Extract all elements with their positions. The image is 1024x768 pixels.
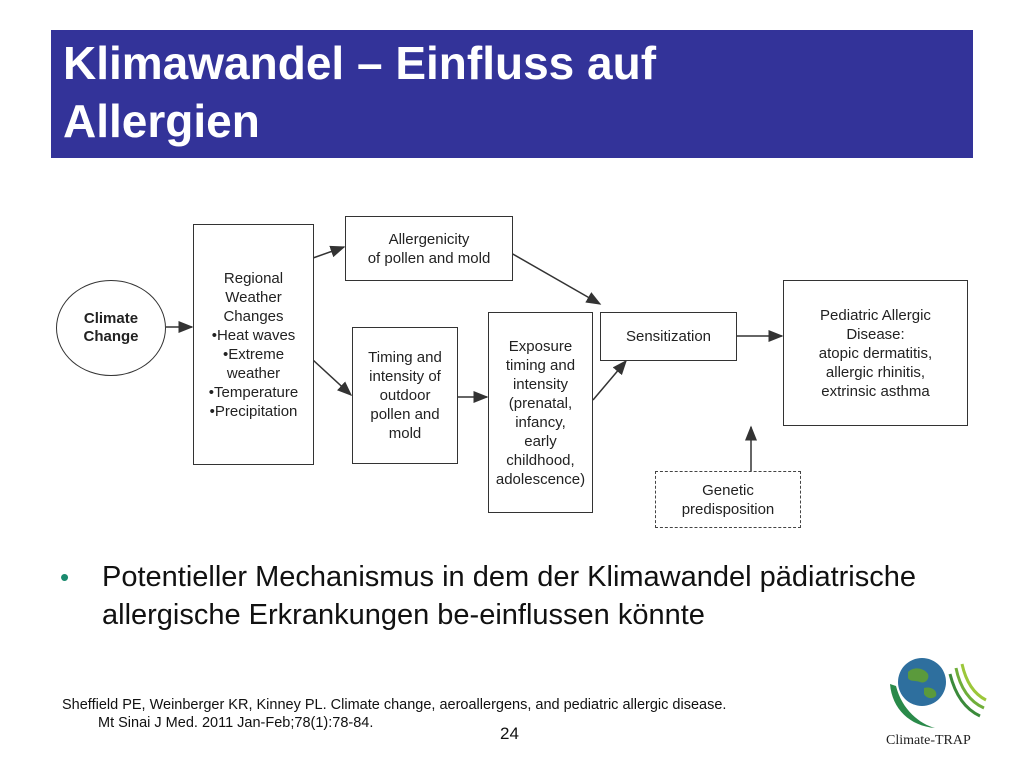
edge-exposure-to-sensitization	[593, 361, 626, 400]
node-pediatric-disease: Pediatric Allergic Disease: atopic dermatitis, allergic rhinitis, extrinsic asthma	[783, 280, 968, 426]
bullet-text: Potentieller Mechanismus in dem der Klimawandel pädiatrische allergische Erkrankungen be-einflussen könnte	[102, 561, 917, 631]
page-number: 24	[500, 724, 519, 743]
node-timing-intensity: Timing and intensity of outdoor pollen and mold	[352, 327, 458, 464]
bullet-icon: •	[60, 562, 70, 592]
slide-title: Klimawandel – Einfluss auf Allergien	[63, 37, 657, 147]
citation-line-1: Sheffield PE, Weinberger KR, Kinney PL. Climate change, aeroallergens, and pediatric allergic disease.	[62, 697, 727, 713]
node-climate-change: Climate Change	[56, 280, 166, 376]
edge-regional-to-timing	[313, 360, 351, 395]
edge-regional-to-allergenicity	[313, 247, 344, 258]
node-exposure: Exposure timing and intensity (prenatal, infancy, early childhood, adolescence)	[488, 312, 593, 513]
node-sensitization: Sensitization	[600, 312, 737, 361]
edge-allergenicity-to-sensitization	[511, 253, 600, 304]
citation-line-2: Mt Sinai J Med. 2011 Jan-Feb;78(1):78-84.	[98, 715, 374, 731]
node-genetic-predisposition: Genetic predisposition	[655, 471, 801, 528]
node-allergenicity: Allergenicity of pollen and mold	[345, 216, 513, 281]
bullet-point	[60, 558, 970, 634]
citation	[62, 696, 862, 732]
logo-text: Climate-TRAP	[886, 733, 971, 748]
node-regional-weather: Regional Weather Changes •Heat waves •Extreme weather •Temperature •Precipitation	[193, 224, 314, 465]
